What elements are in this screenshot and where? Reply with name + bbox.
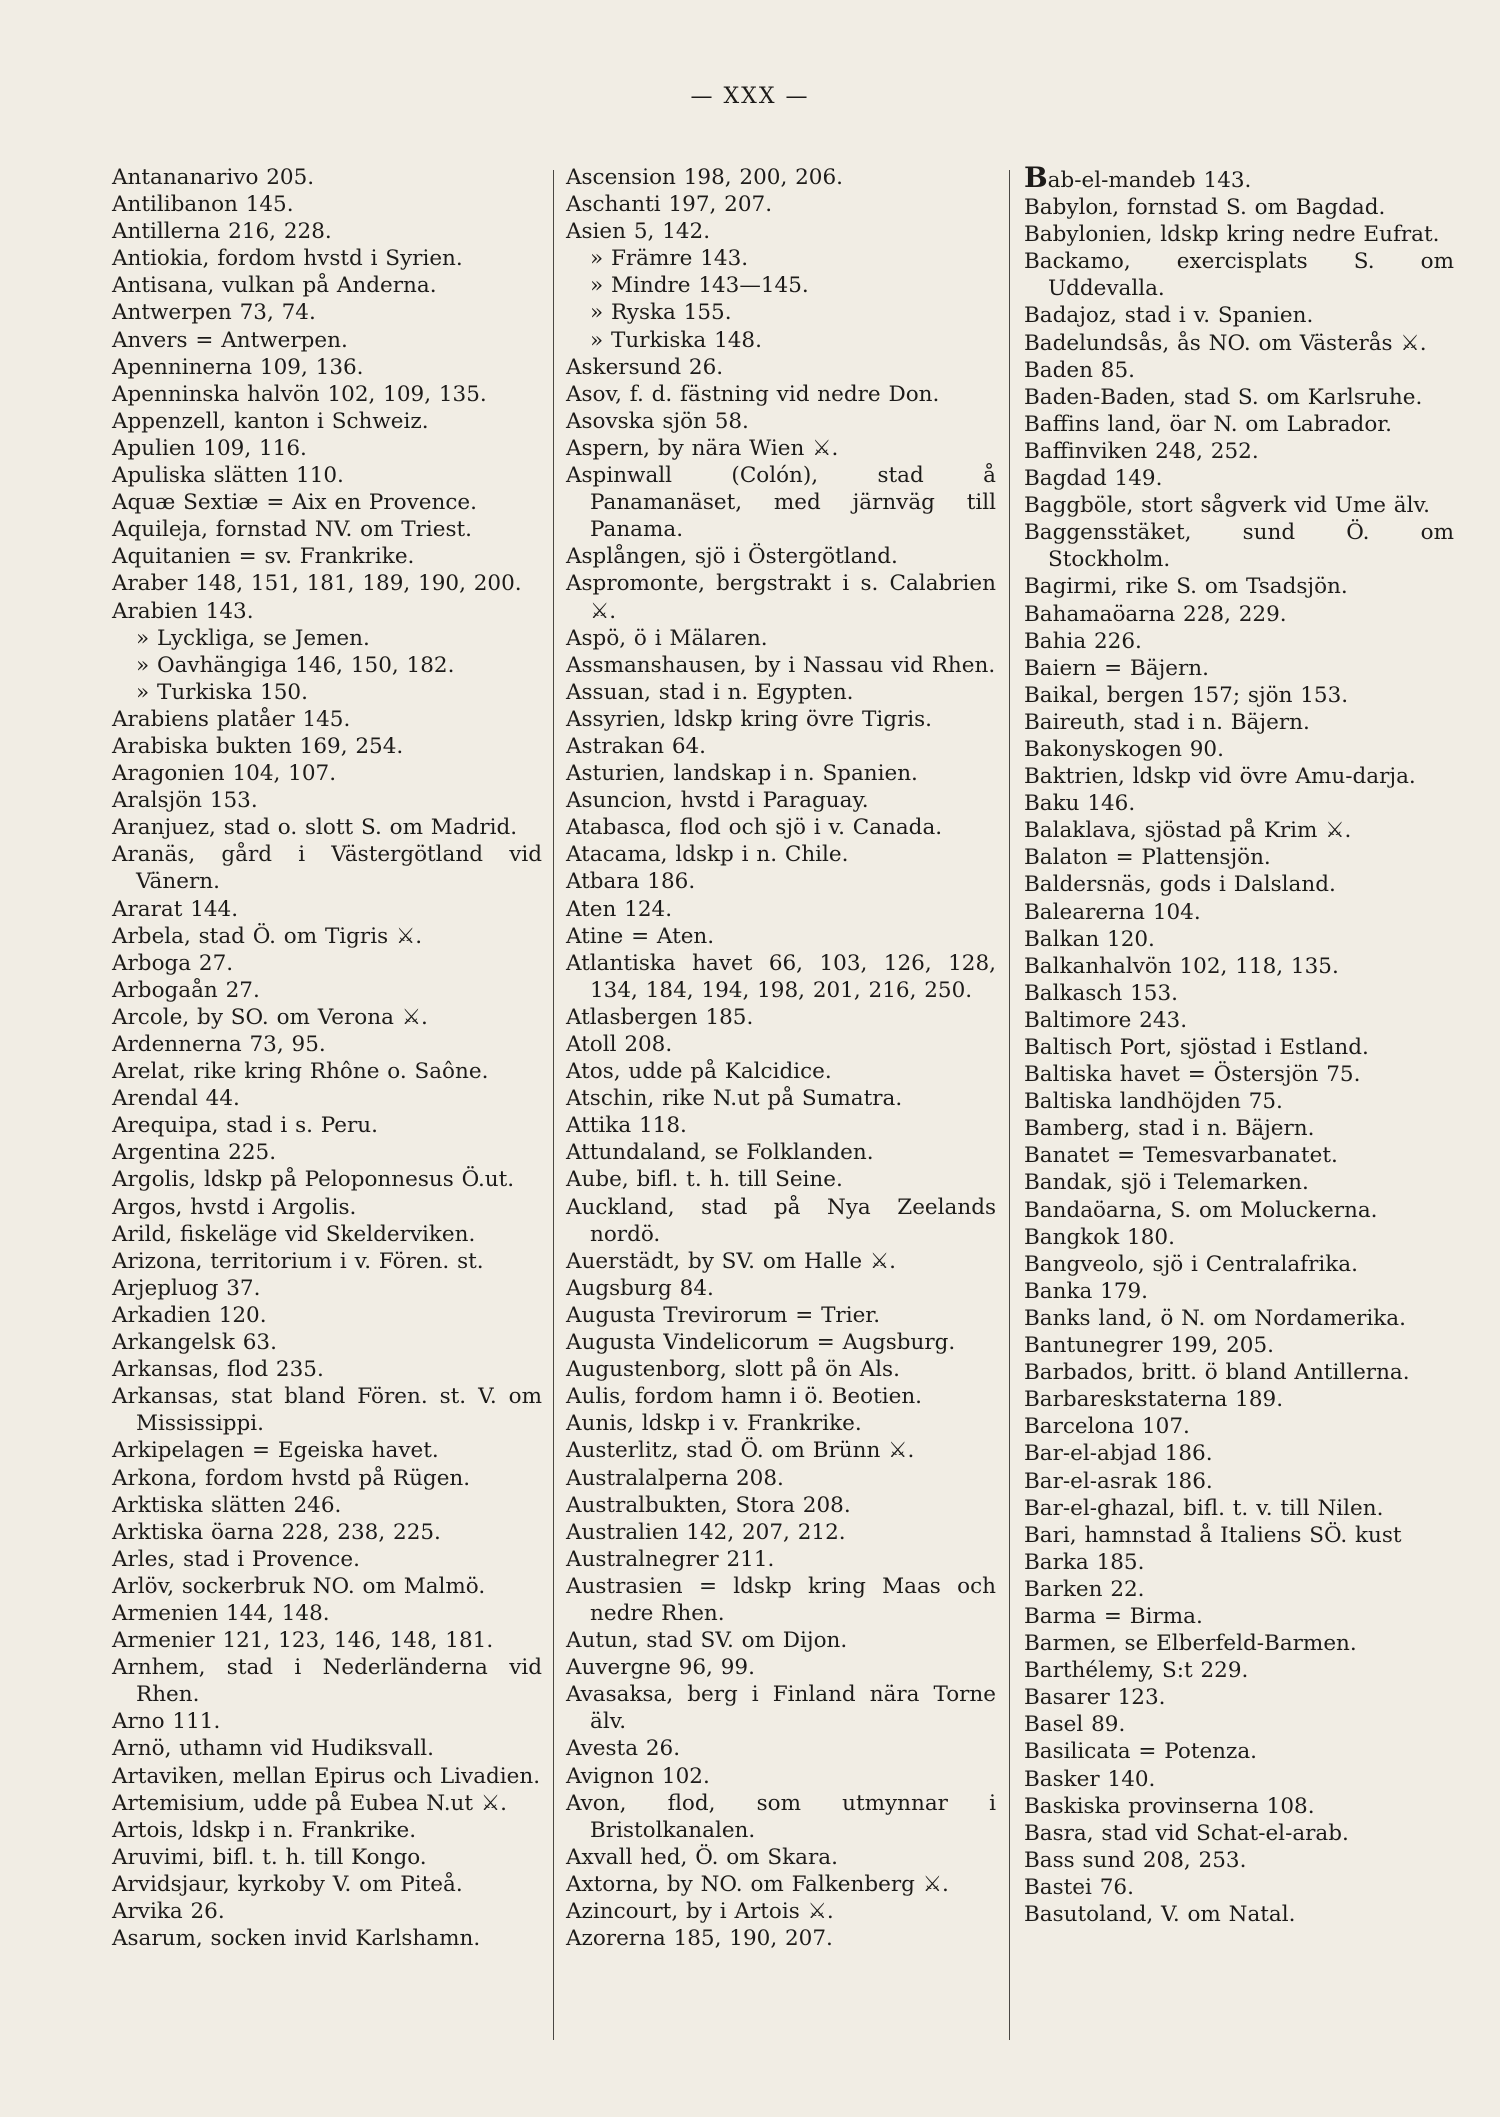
index-entry: Baggensstäket, sund Ö. om Stockholm. xyxy=(1024,520,1454,573)
index-entry: Apulien 109, 116. xyxy=(112,435,307,461)
index-entry: Auckland, stad på Nya Zeelands nordö. xyxy=(566,1194,996,1247)
index-entry: Arelat, rike kring Rhône o. Saône. xyxy=(112,1059,489,1085)
index-entry: Atos, udde på Kalcidice. xyxy=(566,1059,832,1085)
index-entry: Baggböle, stort sågverk vid Ume älv. xyxy=(1024,493,1430,519)
index-entry: Bandak, sjö i Telemarken. xyxy=(1024,1170,1309,1196)
index-entry: Aspinwall (Colón), stad å Panamanäset, med järnväg till Panama. xyxy=(566,463,996,543)
index-entry: Araber 148, 151, 181, 189, 190, 200. xyxy=(112,571,522,597)
index-entry: Antananarivo 205. xyxy=(112,165,315,190)
index-entry: Augusta Trevirorum = Trier. xyxy=(566,1302,881,1328)
index-entry: Aquæ Sextiæ = Aix en Provence. xyxy=(112,490,477,516)
index-entry: Arktiska öarna 228, 238, 225. xyxy=(112,1519,441,1545)
index-entry: Antisana, vulkan på Anderna. xyxy=(112,273,437,299)
index-entry: Aube, bifl. t. h. till Seine. xyxy=(566,1167,843,1193)
index-entry: Asturien, landskap i n. Spanien. xyxy=(566,761,918,787)
index-entry: Bari, hamnstad å Italiens SÖ. kust xyxy=(1024,1522,1402,1548)
index-entry: Argos, hvstd i Argolis. xyxy=(112,1194,357,1220)
index-entry: Atine = Aten. xyxy=(566,923,715,949)
index-entry: Baden 85. xyxy=(1024,357,1135,383)
index-entry: Balkasch 153. xyxy=(1024,980,1178,1006)
index-entry: Aulis, fordom hamn i ö. Beotien. xyxy=(566,1384,923,1410)
index-entry: Bandaöarna, S. om Moluckerna. xyxy=(1024,1197,1378,1223)
index-entry: Apenninerna 109, 136. xyxy=(112,354,364,380)
index-entry: Attika 118. xyxy=(566,1113,687,1139)
index-entry: Asplången, sjö i Östergötland. xyxy=(566,544,898,570)
index-entry: Baffinviken 248, 252. xyxy=(1024,438,1259,464)
index-entry: Arild, fiskeläge vid Skelderviken. xyxy=(112,1221,476,1247)
index-entry: Arizona, territorium i v. Fören. st. xyxy=(112,1248,484,1274)
index-entry: Axtorna, by NO. om Falkenberg ⚔. xyxy=(566,1871,949,1897)
index-entry: Antwerpen 73, 74. xyxy=(112,300,316,326)
index-entry: Ardennerna 73, 95. xyxy=(112,1032,326,1057)
index-entry: Aquitanien = sv. Frankrike. xyxy=(112,544,415,570)
index-entry: Balearerna 104. xyxy=(1024,899,1201,925)
index-entry: » Främre 143. xyxy=(590,246,749,272)
index-entry: Argentina 225. xyxy=(112,1140,277,1166)
index-entry: Bangveolo, sjö i Centralafrika. xyxy=(1024,1251,1358,1277)
index-entry: Baltimore 243. xyxy=(1024,1007,1188,1033)
index-entry: Bakonyskogen 90. xyxy=(1024,736,1224,762)
index-entry: Arlöv, sockerbruk NO. om Malmö. xyxy=(112,1573,486,1599)
index-entry: Artaviken, mellan Epirus och Livadien. xyxy=(112,1763,541,1789)
index-entry: Arbogaån 27. xyxy=(112,977,260,1003)
index-entry: Arvika 26. xyxy=(112,1899,225,1924)
index-entry: Avon, flod, som utmynnar i Bristolkanalen. xyxy=(566,1790,996,1843)
index-entry: Bahia 226. xyxy=(1024,628,1142,654)
index-entry: Balaton = Plattensjön. xyxy=(1024,845,1271,871)
index-entry: Bangkok 180. xyxy=(1024,1224,1175,1250)
index-entry: Baskiska provinserna 108. xyxy=(1024,1793,1315,1819)
index-entry: Barbareskstaterna 189. xyxy=(1024,1387,1284,1413)
index-entry: Austerlitz, stad Ö. om Brünn ⚔. xyxy=(566,1438,915,1464)
index-entry: Bantunegrer 199, 205. xyxy=(1024,1333,1274,1359)
index-entry: Aspern, by nära Wien ⚔. xyxy=(566,435,839,461)
index-entry: Bagdad 149. xyxy=(1024,466,1163,492)
index-entry: Bab-el-mandeb 143. xyxy=(1024,161,1252,194)
index-entry: Atlantiska havet 66, 103, 126, 128, 134, 184, 194, 198, 201, 216, 250. xyxy=(566,950,996,1003)
index-entry: Aquileja, fornstad NV. om Triest. xyxy=(112,517,473,543)
index-entry: Babylon, fornstad S. om Bagdad. xyxy=(1024,195,1386,221)
index-entry: Armenien 144, 148. xyxy=(112,1600,330,1626)
index-entry: Atoll 208. xyxy=(566,1032,673,1057)
index-entry: Baireuth, stad i n. Bäjern. xyxy=(1024,709,1310,735)
index-entry: Arkipelagen = Egeiska havet. xyxy=(112,1438,439,1464)
index-entry: Bass sund 208, 253. xyxy=(1024,1847,1247,1873)
index-entry: Antiokia, fordom hvstd i Syrien. xyxy=(112,246,463,272)
index-entry: Arno 111. xyxy=(112,1709,221,1735)
index-entry: Atbara 186. xyxy=(566,869,696,895)
index-entry: Baktrien, ldskp vid övre Amu-darja. xyxy=(1024,764,1416,790)
index-entry: Basarer 123. xyxy=(1024,1685,1166,1711)
index-entry: Balkan 120. xyxy=(1024,926,1155,952)
index-entry: Arkadien 120. xyxy=(112,1302,267,1328)
index-entry: Arabiens platåer 145. xyxy=(112,706,351,732)
index-entry: Banks land, ö N. om Nordamerika. xyxy=(1024,1305,1406,1331)
index-entry: Backamo, exercisplats S. om Uddevalla. xyxy=(1024,249,1454,302)
index-entry: Asuncion, hvstd i Paraguay. xyxy=(566,788,869,814)
index-entry: Arabien 143. xyxy=(112,598,254,624)
index-entry: Aruvimi, bifl. t. h. till Kongo. xyxy=(112,1844,427,1870)
index-entry: Arkansas, flod 235. xyxy=(112,1357,324,1383)
index-entry: Baku 146. xyxy=(1024,791,1136,817)
index-entry: Balaklava, sjöstad på Krim ⚔. xyxy=(1024,818,1352,844)
index-entry: Bamberg, stad i n. Bäjern. xyxy=(1024,1116,1315,1142)
index-entry: Asien 5, 142. xyxy=(566,219,711,245)
index-entry: Basilicata = Potenza. xyxy=(1024,1739,1258,1765)
column-divider xyxy=(1009,170,1010,2040)
index-entry: Banatet = Temesvarbanatet. xyxy=(1024,1143,1338,1169)
index-entry: Austrasien = ldskp kring Maas och nedre Rhen. xyxy=(566,1573,996,1626)
index-entry: Arkangelsk 63. xyxy=(112,1330,277,1356)
index-entry: Badelundsås, ås NO. om Västerås ⚔. xyxy=(1024,330,1427,356)
index-entry: Bastei 76. xyxy=(1024,1874,1134,1900)
index-entry: Azincourt, by i Artois ⚔. xyxy=(566,1899,834,1924)
index-entry: Basutoland, V. om Natal. xyxy=(1024,1902,1296,1927)
index-entry: Antillerna 216, 228. xyxy=(112,219,332,245)
index-entry: Baltiska havet = Östersjön 75. xyxy=(1024,1062,1361,1088)
index-entry: Atabasca, flod och sjö i v. Canada. xyxy=(566,815,943,841)
index-entry: Askersund 26. xyxy=(566,354,724,380)
index-entry: Baden-Baden, stad S. om Karlsruhe. xyxy=(1024,384,1423,410)
index-entry: Antilibanon 145. xyxy=(112,192,294,218)
index-column-1 xyxy=(112,164,542,2054)
column-divider xyxy=(553,170,554,2040)
index-entry: Baltiska landhöjden 75. xyxy=(1024,1089,1283,1115)
index-entry: Astrakan 64. xyxy=(566,733,707,759)
index-entry: Barbados, britt. ö bland Antillerna. xyxy=(1024,1360,1410,1386)
index-entry: Bar-el-asrak 186. xyxy=(1024,1468,1213,1494)
index-entry: Basker 140. xyxy=(1024,1766,1156,1792)
index-entry: Artemisium, udde på Eubea N.ut ⚔. xyxy=(112,1790,507,1816)
index-entry: Basel 89. xyxy=(1024,1712,1126,1738)
index-entry: Australien 142, 207, 212. xyxy=(566,1519,846,1545)
index-entry: Arnhem, stad i Nederländerna vid Rhen. xyxy=(112,1655,542,1708)
index-entry: Azorerna 185, 190, 207. xyxy=(566,1926,833,1952)
index-entry: Artois, ldskp i n. Frankrike. xyxy=(112,1817,417,1843)
index-entry: Baikal, bergen 157; sjön 153. xyxy=(1024,682,1349,708)
index-entry: Autun, stad SV. om Dijon. xyxy=(566,1628,848,1654)
index-entry: Barma = Birma. xyxy=(1024,1603,1203,1629)
index-entry: Australnegrer 211. xyxy=(566,1546,775,1572)
index-entry: Arendal 44. xyxy=(112,1086,240,1112)
index-entry: Arnö, uthamn vid Hudiksvall. xyxy=(112,1736,434,1762)
index-entry: Asovska sjön 58. xyxy=(566,408,749,434)
index-entry: Arequipa, stad i s. Peru. xyxy=(112,1113,378,1139)
index-entry: Australbukten, Stora 208. xyxy=(566,1492,851,1518)
index-entry: Arcole, by SO. om Verona ⚔. xyxy=(112,1004,428,1030)
index-entry: Aspromonte, bergstrakt i s. Calabrien ⚔. xyxy=(566,571,996,624)
index-entry: Aschanti 197, 207. xyxy=(566,192,773,218)
index-entry: Appenzell, kanton i Schweiz. xyxy=(112,408,429,434)
index-column-2 xyxy=(566,164,996,2054)
index-entry: Baldersnäs, gods i Dalsland. xyxy=(1024,872,1336,898)
index-entry: Balkanhalvön 102, 118, 135. xyxy=(1024,953,1339,979)
index-entry: » Turkiska 148. xyxy=(590,327,762,353)
index-entry: Baiern = Bäjern. xyxy=(1024,655,1209,681)
index-entry: Augsburg 84. xyxy=(566,1275,714,1301)
index-entry: Arboga 27. xyxy=(112,950,234,976)
index-entry: Babylonien, ldskp kring nedre Eufrat. xyxy=(1024,222,1440,248)
index-entry: Bahamaöarna 228, 229. xyxy=(1024,601,1287,627)
index-entry: Assuan, stad i n. Egypten. xyxy=(566,679,854,705)
index-entry: Ararat 144. xyxy=(112,896,239,922)
index-entry: Banka 179. xyxy=(1024,1278,1149,1304)
index-entry: Anvers = Antwerpen. xyxy=(112,327,348,353)
index-entry: Aragonien 104, 107. xyxy=(112,761,337,787)
index-entry: » Lyckliga, se Jemen. xyxy=(136,625,370,651)
index-entry: Bagirmi, rike S. om Tsadsjön. xyxy=(1024,574,1348,600)
index-entry: » Ryska 155. xyxy=(590,300,732,326)
index-entry: Attundaland, se Folklanden. xyxy=(566,1140,874,1166)
index-entry: Ascension 198, 200, 206. xyxy=(566,165,843,190)
index-entry: Arjepluog 37. xyxy=(112,1275,261,1301)
index-entry: Baltisch Port, sjöstad i Estland. xyxy=(1024,1035,1369,1060)
index-entry: Asov, f. d. fästning vid nedre Don. xyxy=(566,381,940,407)
index-entry: Armenier 121, 123, 146, 148, 181. xyxy=(112,1628,494,1654)
index-entry: Barken 22. xyxy=(1024,1576,1145,1602)
page-number: — XXX — xyxy=(690,84,810,109)
index-entry: Atschin, rike N.ut på Sumatra. xyxy=(566,1086,903,1112)
index-entry: Barmen, se Elberfeld-Barmen. xyxy=(1024,1631,1357,1657)
index-entry: Barthélemy, S:t 229. xyxy=(1024,1658,1249,1684)
index-entry: Aten 124. xyxy=(566,896,673,922)
index-entry: » Turkiska 150. xyxy=(136,679,308,705)
index-column-3 xyxy=(1024,161,1454,2054)
index-entry: Apenninska halvön 102, 109, 135. xyxy=(112,381,487,407)
index-entry: Arbela, stad Ö. om Tigris ⚔. xyxy=(112,923,423,949)
index-entry: Barcelona 107. xyxy=(1024,1414,1190,1440)
index-entry: Axvall hed, Ö. om Skara. xyxy=(566,1844,838,1870)
index-entry: Assmanshausen, by i Nassau vid Rhen. xyxy=(566,652,996,678)
index-entry: Aspö, ö i Mälaren. xyxy=(566,625,768,651)
index-entry: Aunis, ldskp i v. Frankrike. xyxy=(566,1411,862,1437)
index-entry: Atacama, ldskp i n. Chile. xyxy=(566,842,849,868)
index-entry: Baffins land, öar N. om Labrador. xyxy=(1024,411,1393,437)
index-entry: » Oavhängiga 146, 150, 182. xyxy=(136,652,455,678)
index-entry: Augustenborg, slott på ön Als. xyxy=(566,1357,900,1383)
index-entry: Asarum, socken invid Karlshamn. xyxy=(112,1926,481,1952)
index-entry: Australalperna 208. xyxy=(566,1465,784,1491)
index-entry: Bar-el-ghazal, bifl. t. v. till Nilen. xyxy=(1024,1495,1384,1521)
index-entry: Bar-el-abjad 186. xyxy=(1024,1441,1213,1467)
index-entry: Arvidsjaur, kyrkoby V. om Piteå. xyxy=(112,1871,463,1897)
index-entry: Arabiska bukten 169, 254. xyxy=(112,733,404,759)
index-entry: Basra, stad vid Schat-el-arab. xyxy=(1024,1820,1349,1846)
index-entry: Apuliska slätten 110. xyxy=(112,463,344,489)
index-entry: Barka 185. xyxy=(1024,1549,1145,1575)
index-entry: Avignon 102. xyxy=(566,1763,710,1789)
index-entry: Badajoz, stad i v. Spanien. xyxy=(1024,303,1314,329)
index-entry: Arktiska slätten 246. xyxy=(112,1492,342,1518)
index-entry: Arkona, fordom hvstd på Rügen. xyxy=(112,1465,471,1491)
index-entry: Avesta 26. xyxy=(566,1736,681,1762)
index-entry: Augusta Vindelicorum = Augsburg. xyxy=(566,1330,956,1356)
index-entry: Aranäs, gård i Västergötland vid Vänern. xyxy=(112,842,542,895)
index-entry: Auvergne 96, 99. xyxy=(566,1655,755,1681)
index-entry: Arles, stad i Provence. xyxy=(112,1546,360,1572)
index-entry: Atlasbergen 185. xyxy=(566,1004,754,1030)
index-entry: Assyrien, ldskp kring övre Tigris. xyxy=(566,706,932,732)
index-entry: Avasaksa, berg i Finland nära Torne älv. xyxy=(566,1682,996,1735)
index-entry: Auerstädt, by SV. om Halle ⚔. xyxy=(566,1248,896,1274)
index-entry: Arkansas, stat bland Fören. st. V. om Mississippi. xyxy=(112,1384,542,1437)
index-entry: Aranjuez, stad o. slott S. om Madrid. xyxy=(112,815,518,841)
index-entry: Aralsjön 153. xyxy=(112,788,258,814)
index-entry: Argolis, ldskp på Peloponnesus Ö.ut. xyxy=(112,1167,515,1193)
index-entry: » Mindre 143—145. xyxy=(590,273,809,299)
